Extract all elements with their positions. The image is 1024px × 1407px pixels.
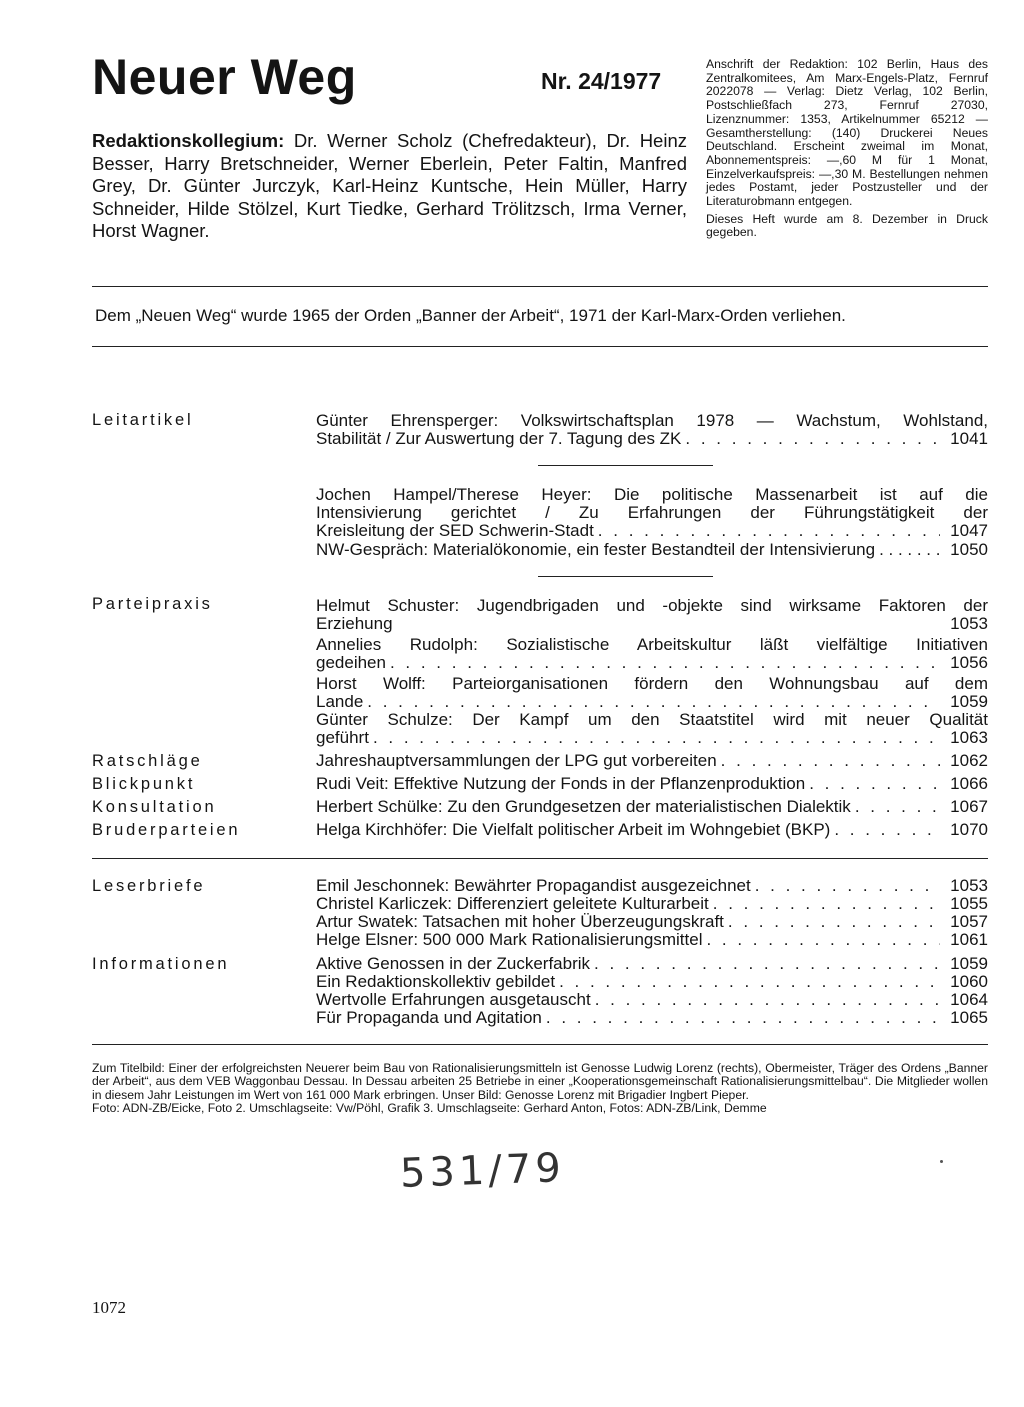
toc-entry[interactable] (316, 913, 988, 931)
toc-entry-page: 1057 (950, 912, 988, 931)
leader-dots (685, 430, 940, 448)
toc-entry-page: 1053 (950, 614, 988, 634)
toc-entry-page: 1063 (950, 728, 988, 748)
toc-entry-title-end: Christel Karliczek: Differenziert geleitete Kulturarbeit (316, 894, 709, 913)
imprint-print-note: Dieses Heft wurde am 8. Dezember in Druck gegeben. (706, 211, 988, 240)
section-label-informationen: Informationen (92, 955, 230, 973)
toc-entry-title-line: Jochen Hampel/Therese Heyer: Die politische Massenarbeit ist auf die (316, 485, 988, 504)
leader-dots (367, 693, 940, 711)
toc-entry-title-end: Herbert Schülke: Zu den Grundgesetzen der materialistischen Dialektik (316, 797, 851, 816)
toc-entry[interactable] (316, 541, 988, 559)
toc-entry-title-end: Helga Kirchhöfer: Die Vielfalt politischer Arbeit im Wohngebiet (BKP) (316, 820, 831, 839)
toc-entry-title-end: Artur Swatek: Tatsachen mit hoher Überzeugungskraft (316, 912, 724, 931)
toc-entry[interactable] (316, 798, 988, 816)
toc-entry-page: 1067 (950, 797, 988, 816)
toc-entry-page: 1050 (950, 540, 988, 559)
cover-caption-text: Zum Titelbild: Einer der erfolgreichsten Neuerer beim Bau von Rationalisierungsmitteln ist Genosse Ludwig Lorenz (rechts), Obermeister, Träger des Ordens „Banner der Arbeit“, aus dem VEB Waggonbau Dessau. In Dessau arbeiten 25 Betriebe in einer „Kooperationsgemeinschaft Rationalisierungsmittelbau“. Die Mitglieder wollen in diesem Jahr Leistungen im Wert von 161 000 Mark erbringen. Unser Bild: Genosse Lorenz mit Brigadier Ingbert Pieper. (92, 1061, 988, 1102)
cover-caption (92, 1062, 988, 1115)
toc-entry-title-end: Lande (316, 692, 364, 712)
imprint-address: Anschrift der Redaktion: 102 Berlin, Haus des Zentralkomitees, Am Marx-Engels-Platz, Fernruf 2022078 — Verlag: Dietz Verlag, 102 Berlin, Postschließfach 273, Fernruf 27030, Lizenznummer: 1353, Artikelnummer 65212 — Gesamtherstellung: (140) Druckerei Neues Deutschland. Erscheint zweimal im Monat, Abonnementspreis: —,60 M für 1 Monat, Einzelverkaufspreis: —,30 M. Bestellungen nehmen jedes Postamt, jeder Postzusteller und der Literaturobmann entgegen. (706, 57, 988, 209)
leader-dots (713, 895, 940, 913)
toc-entry-title-end: Rudi Veit: Effektive Nutzung der Fonds in der Pflanzenproduktion (316, 774, 806, 793)
divider-award (92, 346, 988, 347)
divider-caption (92, 1044, 988, 1045)
photo-credits: Foto: ADN-ZB/Eicke, Foto 2. Umschlagseite: Vw/Pöhl, Grafik 3. Umschlagseite: Gerhard Anton, Fotos: ADN-ZB/Link, Demme (92, 1100, 767, 1115)
toc-entry[interactable] (316, 636, 988, 672)
toc-entry-page: 1055 (950, 894, 988, 913)
toc-entry-title-line: Günter Schulze: Der Kampf um den Staatstitel wird mit neuer Qualität (316, 710, 988, 729)
toc-entry-title-end: Helge Elsner: 500 000 Mark Rationalisierungsmittel (316, 930, 703, 949)
toc-entry-title-end: Jahreshauptversammlungen der LPG gut vorbereiten (316, 751, 717, 770)
leader-dots (559, 973, 940, 991)
toc-entry-title-end: Wertvolle Erfahrungen ausgetauscht (316, 990, 591, 1009)
leader-dots (546, 1009, 940, 1027)
toc-entry[interactable] (316, 895, 988, 913)
divider-letters (92, 858, 988, 859)
toc-entry-title-end: Für Propaganda und Agitation (316, 1008, 542, 1027)
toc-entry-page: 1059 (950, 692, 988, 712)
leader-dots (879, 541, 940, 559)
toc-entry-page: 1053 (950, 876, 988, 895)
leader-dots (595, 991, 940, 1009)
toc-entry[interactable] (316, 973, 988, 991)
imprint-block (706, 58, 988, 244)
leader-dots (594, 955, 940, 973)
toc-entry-page: 1064 (950, 990, 988, 1009)
toc-entry[interactable] (316, 597, 988, 633)
toc-entry-page: 1056 (950, 653, 988, 673)
divider-short (538, 465, 713, 466)
section-label-parteipraxis: Parteipraxis (92, 595, 213, 613)
toc-entry-page: 1061 (950, 930, 988, 949)
leader-dots (834, 821, 940, 839)
toc-entry-title-end: Kreisleitung der SED Schwerin-Stadt (316, 521, 594, 541)
toc-entry-page: 1065 (950, 1008, 988, 1027)
toc-entry[interactable] (316, 931, 988, 949)
toc-entry-title-line: Günter Ehrensperger: Volkswirtschaftsplan 1978 — Wachstum, Wohlstand, (316, 411, 988, 430)
leader-dots (598, 522, 940, 540)
toc-entry-title-end: Stabilität / Zur Auswertung der 7. Tagung des ZK (316, 429, 682, 449)
toc-entry-title-end: gedeihen (316, 653, 386, 673)
toc-entry[interactable] (316, 955, 988, 973)
section-label-blickpunkt: Blickpunkt (92, 775, 196, 793)
toc-entry[interactable] (316, 752, 988, 770)
leader-dots (728, 913, 940, 931)
section-label-leserbriefe: Leserbriefe (92, 877, 206, 895)
toc-entry-page: 1066 (950, 774, 988, 793)
leader-dots (390, 654, 940, 672)
leader-dots (809, 775, 940, 793)
toc-entry-title-end: Aktive Genossen in der Zuckerfabrik (316, 954, 591, 973)
toc-entry-title-end: Ein Redaktionskollektiv gebildet (316, 972, 556, 991)
editorial-board-members: Dr. Werner Scholz (Chefredakteur), Dr. Heinz Besser, Harry Bretschneider, Werner Eberlein, Peter Faltin, Manfred Grey, Dr. Günter Jurczyk, Karl-Heinz Kuntsche, Hein Müller, Harry Schneider, Hilde Stölzel, Kurt Tiedke, Gerhard Trölitzsch, Irma Verner, Horst Wagner. (92, 130, 687, 241)
toc-entry-title-line: Helmut Schuster: Jugendbrigaden und -objekte sind wirksame Faktoren der (316, 596, 988, 615)
toc-entry-title-line: Intensivierung gerichtet / Zu Erfahrungen der Führungstätigkeit der (316, 503, 988, 523)
toc-entry-page: 1070 (950, 820, 988, 839)
editorial-board-label: Redaktionskollegium: (92, 130, 285, 151)
section-label-ratschlaege: Ratschläge (92, 752, 203, 770)
handwritten-note: 531/79 (399, 1145, 566, 1197)
toc-entry-title-end: Erziehung (316, 614, 393, 634)
toc-entry-title-line: Horst Wolff: Parteiorganisationen fördern den Wohnungsbau auf dem (316, 674, 988, 693)
toc-entry[interactable] (316, 775, 988, 793)
toc-entry-page: 1059 (950, 954, 988, 973)
toc-entry-title-end: geführt (316, 728, 369, 748)
issue-number: Nr. 24/1977 (541, 68, 662, 94)
ink-speck (940, 1160, 943, 1163)
toc-entry-title-end: NW-Gespräch: Materialökonomie, ein fester Bestandteil der Intensivierung (316, 540, 876, 559)
toc-entry-title-line: Annelies Rudolph: Sozialistische Arbeitskultur läßt vielfältige Initiativen (316, 635, 988, 654)
section-label-bruderparteien: Bruderparteien (92, 821, 241, 839)
editorial-board (92, 130, 687, 243)
leader-dots (721, 752, 940, 770)
toc-entry-page: 1047 (950, 521, 988, 541)
toc-entry[interactable] (316, 877, 988, 895)
toc-entry[interactable] (316, 821, 988, 839)
page-number: 1072 (92, 1298, 126, 1317)
toc-entry-title-end: Emil Jeschonnek: Bewährter Propagandist ausgezeichnet (316, 876, 751, 895)
toc-entry[interactable] (316, 991, 988, 1009)
toc-entry[interactable] (316, 675, 988, 711)
toc-entry-page: 1041 (950, 429, 988, 449)
section-label-leitartikel: Leitartikel (92, 411, 194, 429)
toc-entry-page: 1060 (950, 972, 988, 991)
toc-entry[interactable] (316, 486, 988, 541)
leader-dots (855, 798, 940, 816)
toc-entry[interactable] (316, 1009, 988, 1027)
leader-dots (755, 877, 940, 895)
toc-entry-page: 1062 (950, 751, 988, 770)
leader-dots (373, 729, 940, 747)
masthead-title: Neuer Weg (92, 49, 357, 105)
toc-entry[interactable] (316, 711, 988, 747)
toc-entry[interactable] (316, 412, 988, 448)
section-label-konsultation: Konsultation (92, 798, 217, 816)
divider-top (92, 286, 988, 287)
leader-dots (706, 931, 940, 949)
divider-short (538, 576, 713, 577)
award-notice: Dem „Neuen Weg“ wurde 1965 der Orden „Banner der Arbeit“, 1971 der Karl-Marx-Orden verliehen. (95, 306, 846, 325)
